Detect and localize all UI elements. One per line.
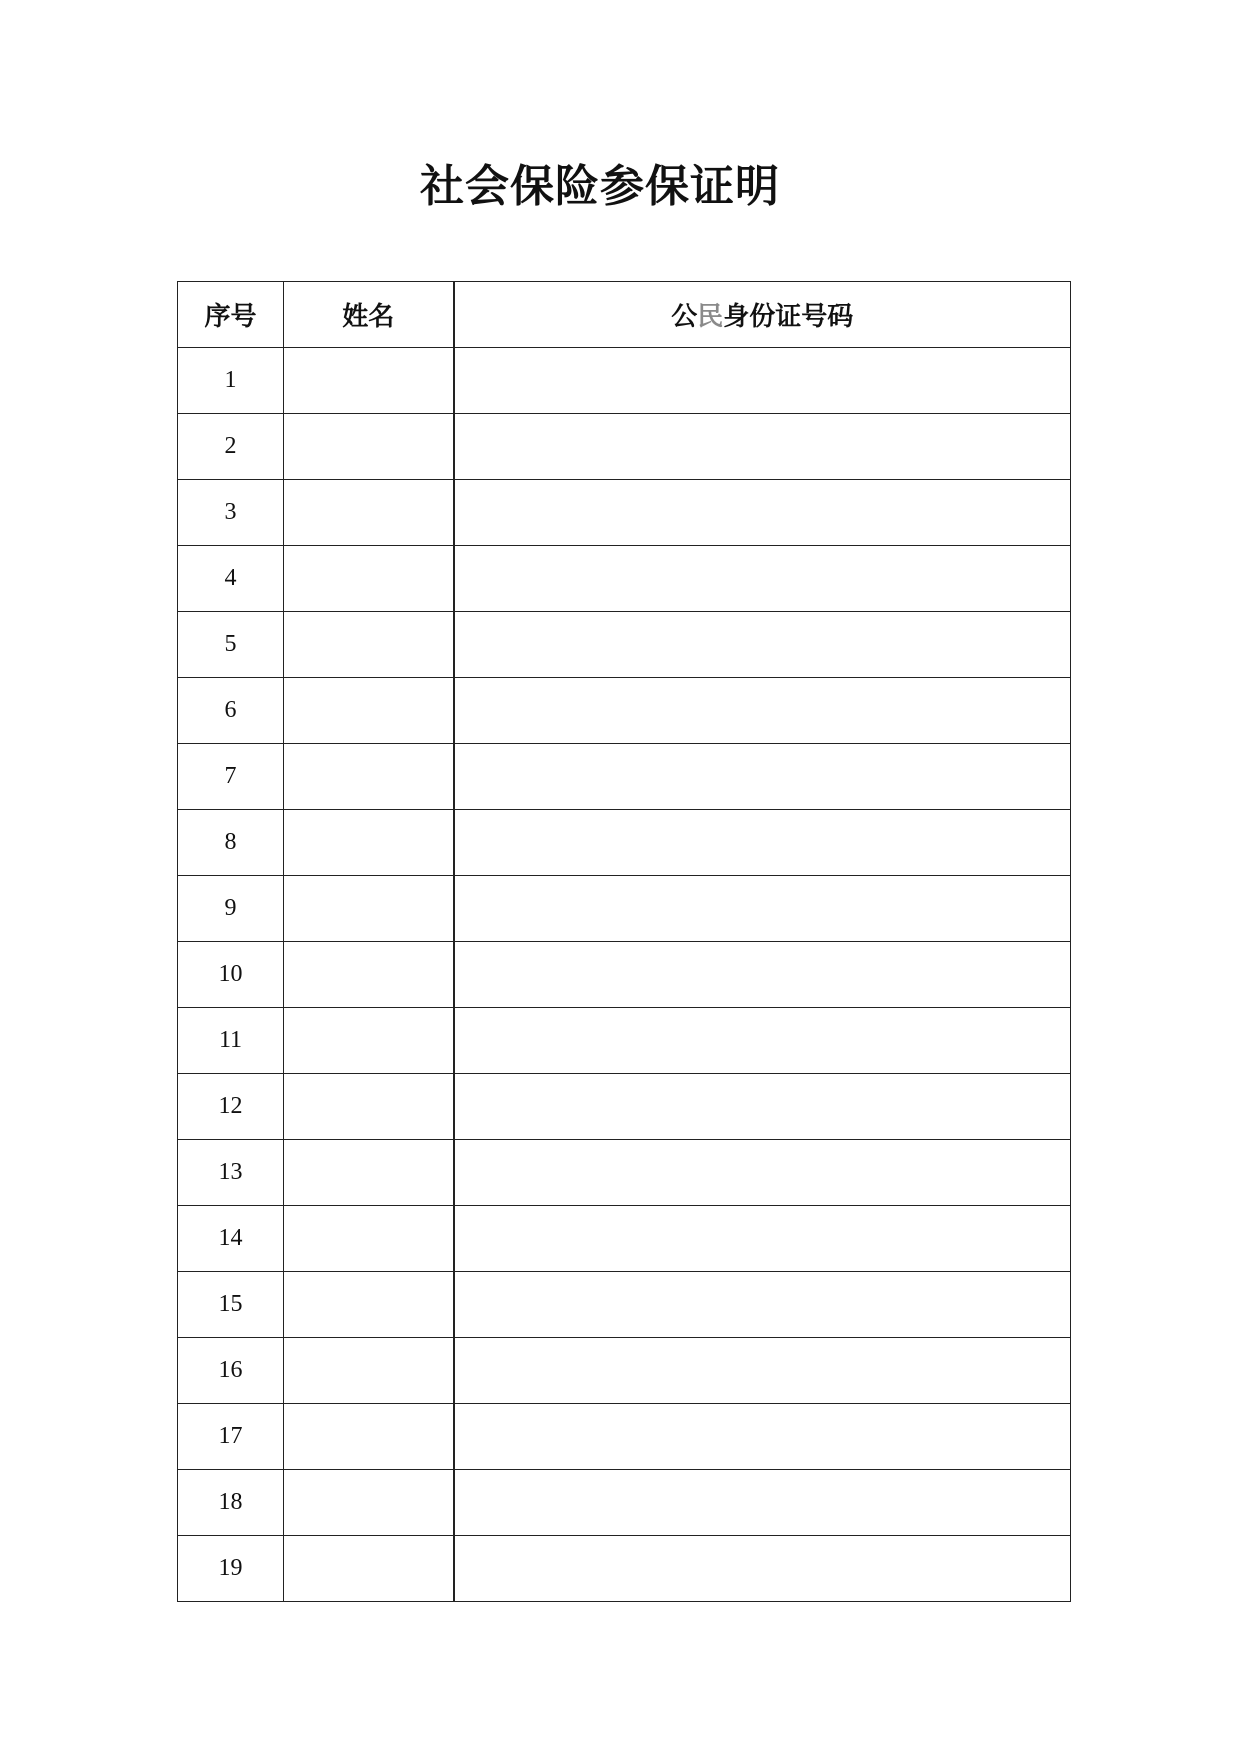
row-name-cell[interactable] [284,348,454,414]
row-seq-number: 9 [178,876,284,942]
table-row [178,546,1071,612]
row-id-number-cell[interactable] [454,1338,1071,1404]
row-id-number-cell[interactable] [454,1404,1071,1470]
table-row [178,1140,1071,1206]
row-seq-number: 11 [178,1008,284,1074]
row-id-number-cell[interactable] [454,744,1071,810]
row-seq-number: 12 [178,1074,284,1140]
row-id-number-cell[interactable] [454,546,1071,612]
row-seq-number: 16 [178,1338,284,1404]
table-row [178,678,1071,744]
row-id-number-cell[interactable] [454,1470,1071,1536]
row-seq-number: 7 [178,744,284,810]
table-row [178,1470,1071,1536]
row-name-cell[interactable] [284,678,454,744]
table-row [178,1206,1071,1272]
table-row [178,480,1071,546]
row-seq-number: 6 [178,678,284,744]
row-name-cell[interactable] [284,876,454,942]
row-name-cell[interactable] [284,1140,454,1206]
row-name-cell[interactable] [284,414,454,480]
header-name: 姓名 [284,282,454,348]
row-id-number-cell[interactable] [454,942,1071,1008]
row-name-cell[interactable] [284,810,454,876]
row-name-cell[interactable] [284,480,454,546]
row-id-number-cell[interactable] [454,1074,1071,1140]
row-id-number-cell[interactable] [454,1206,1071,1272]
row-id-number-cell[interactable] [454,414,1071,480]
table-row [178,414,1071,480]
row-seq-number: 8 [178,810,284,876]
row-id-number-cell[interactable] [454,1140,1071,1206]
row-id-number-cell[interactable] [454,348,1071,414]
header-id-part3: 身份证号码 [723,302,854,332]
table-row [178,810,1071,876]
row-seq-number: 1 [178,348,284,414]
insured-persons-table [177,281,1071,1602]
table-row [178,1074,1071,1140]
row-id-number-cell[interactable] [454,810,1071,876]
row-seq-number: 4 [178,546,284,612]
row-seq-number: 10 [178,942,284,1008]
row-name-cell[interactable] [284,612,454,678]
header-seq: 序号 [178,282,284,348]
row-name-cell[interactable] [284,1470,454,1536]
header-id-part1: 公 [671,302,698,332]
table-row [178,1008,1071,1074]
table-row [178,1536,1071,1602]
table-row [178,612,1071,678]
row-seq-number: 18 [178,1470,284,1536]
row-name-cell[interactable] [284,1008,454,1074]
row-seq-number: 19 [178,1536,284,1602]
table-row [178,744,1071,810]
row-id-number-cell[interactable] [454,612,1071,678]
row-seq-number: 2 [178,414,284,480]
row-seq-number: 13 [178,1140,284,1206]
row-name-cell[interactable] [284,1074,454,1140]
row-name-cell[interactable] [284,1206,454,1272]
row-name-cell[interactable] [284,1536,454,1602]
row-seq-number: 17 [178,1404,284,1470]
table-row [178,876,1071,942]
table-row [178,942,1071,1008]
row-id-number-cell[interactable] [454,1536,1071,1602]
document-title: 社会保险参保证明 [420,161,780,212]
table-header-row [178,282,1071,348]
row-name-cell[interactable] [284,744,454,810]
row-name-cell[interactable] [284,1272,454,1338]
row-seq-number: 15 [178,1272,284,1338]
row-name-cell[interactable] [284,942,454,1008]
row-name-cell[interactable] [284,1404,454,1470]
header-id-number [454,282,1071,348]
row-id-number-cell[interactable] [454,1008,1071,1074]
table-row [178,1338,1071,1404]
table-row [178,1404,1071,1470]
row-name-cell[interactable] [284,546,454,612]
table-row [178,1272,1071,1338]
row-seq-number: 14 [178,1206,284,1272]
row-id-number-cell[interactable] [454,1272,1071,1338]
row-id-number-cell[interactable] [454,678,1071,744]
table-row [178,348,1071,414]
header-id-part2: 民 [697,302,724,332]
row-name-cell[interactable] [284,1338,454,1404]
row-seq-number: 3 [178,480,284,546]
row-id-number-cell[interactable] [454,876,1071,942]
row-seq-number: 5 [178,612,284,678]
row-id-number-cell[interactable] [454,480,1071,546]
